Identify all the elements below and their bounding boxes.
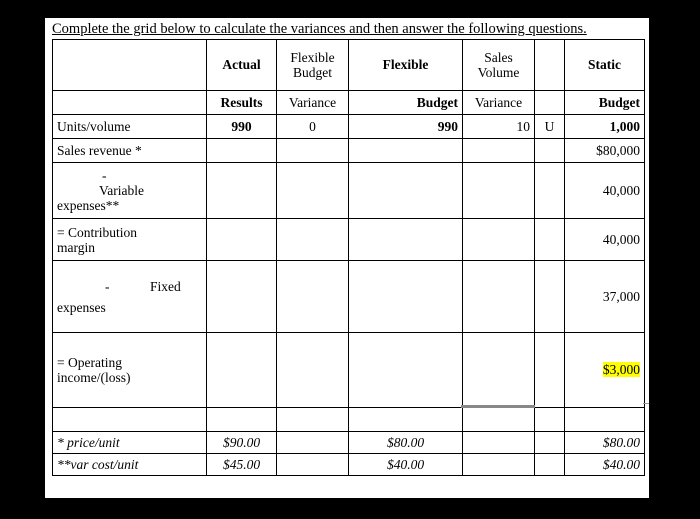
- units-fav-unfav: U: [535, 115, 565, 139]
- varcost-actual: $45.00: [207, 454, 277, 476]
- table-row-revenue: [53, 139, 645, 163]
- header-blank: [53, 40, 207, 91]
- header-budget: Budget: [349, 91, 463, 115]
- variance-grid: [52, 39, 645, 476]
- price-static: $80.00: [565, 432, 645, 454]
- table-row-contribution: [53, 219, 645, 261]
- header-variance: Variance: [277, 91, 349, 115]
- units-static: 1,000: [565, 115, 645, 139]
- header-fav-blank: [535, 40, 565, 91]
- gray-divider: [461, 405, 535, 408]
- label-var-cost-unit: **var cost/unit: [53, 454, 207, 476]
- revenue-static: $80,000: [565, 139, 645, 163]
- header-actual: Actual: [207, 40, 277, 91]
- table-row-units: [53, 115, 645, 139]
- header-results: Results: [207, 91, 277, 115]
- table-row-spacer: [53, 408, 645, 432]
- header-row-2: [53, 91, 645, 115]
- header-sales-volume: Sales Volume: [463, 40, 535, 91]
- label-operating-income: = Operating income/(loss): [53, 333, 207, 408]
- header-row-1: [53, 40, 645, 91]
- table-row-variable: [53, 163, 645, 219]
- header-static: Static: [565, 40, 645, 91]
- table-row-varcost: [53, 454, 645, 476]
- header-flexible-budget: Flexible Budget: [277, 40, 349, 91]
- header2-fav-blank: [535, 91, 565, 115]
- table-row-operating: [53, 333, 645, 408]
- label-units: Units/volume: [53, 115, 207, 139]
- variable-static: 40,000: [565, 163, 645, 219]
- header-flexible: Flexible: [349, 40, 463, 91]
- varcost-static: $40.00: [565, 454, 645, 476]
- label-contribution-margin: = Contribution margin: [53, 219, 207, 261]
- units-actual: 990: [207, 115, 277, 139]
- contribution-static: 40,000: [565, 219, 645, 261]
- price-flex-budget: $80.00: [349, 432, 463, 454]
- header-variance-2: Variance: [463, 91, 535, 115]
- fixed-static: 37,000: [565, 261, 645, 333]
- units-flex-variance: 0: [277, 115, 349, 139]
- varcost-flex-budget: $40.00: [349, 454, 463, 476]
- label-fixed-expenses: - Fixed expenses: [53, 261, 207, 333]
- table-row-fixed: [53, 261, 645, 333]
- operating-static: [565, 333, 645, 408]
- units-volume-variance: 10: [463, 115, 535, 139]
- label-variable-expenses: - Variable expenses**: [53, 163, 207, 219]
- right-edge-line: [643, 403, 649, 404]
- operating-income-highlight: $3,000: [602, 362, 640, 377]
- header2-blank: [53, 91, 207, 115]
- instruction-text: Complete the grid below to calculate the variances and then answer the following questions.: [52, 21, 587, 37]
- price-actual: $90.00: [207, 432, 277, 454]
- table-row-price: [53, 432, 645, 454]
- label-price-unit: * price/unit: [53, 432, 207, 454]
- units-flex-budget: 990: [349, 115, 463, 139]
- header-budget-2: Budget: [565, 91, 645, 115]
- label-sales-revenue: Sales revenue *: [53, 139, 207, 163]
